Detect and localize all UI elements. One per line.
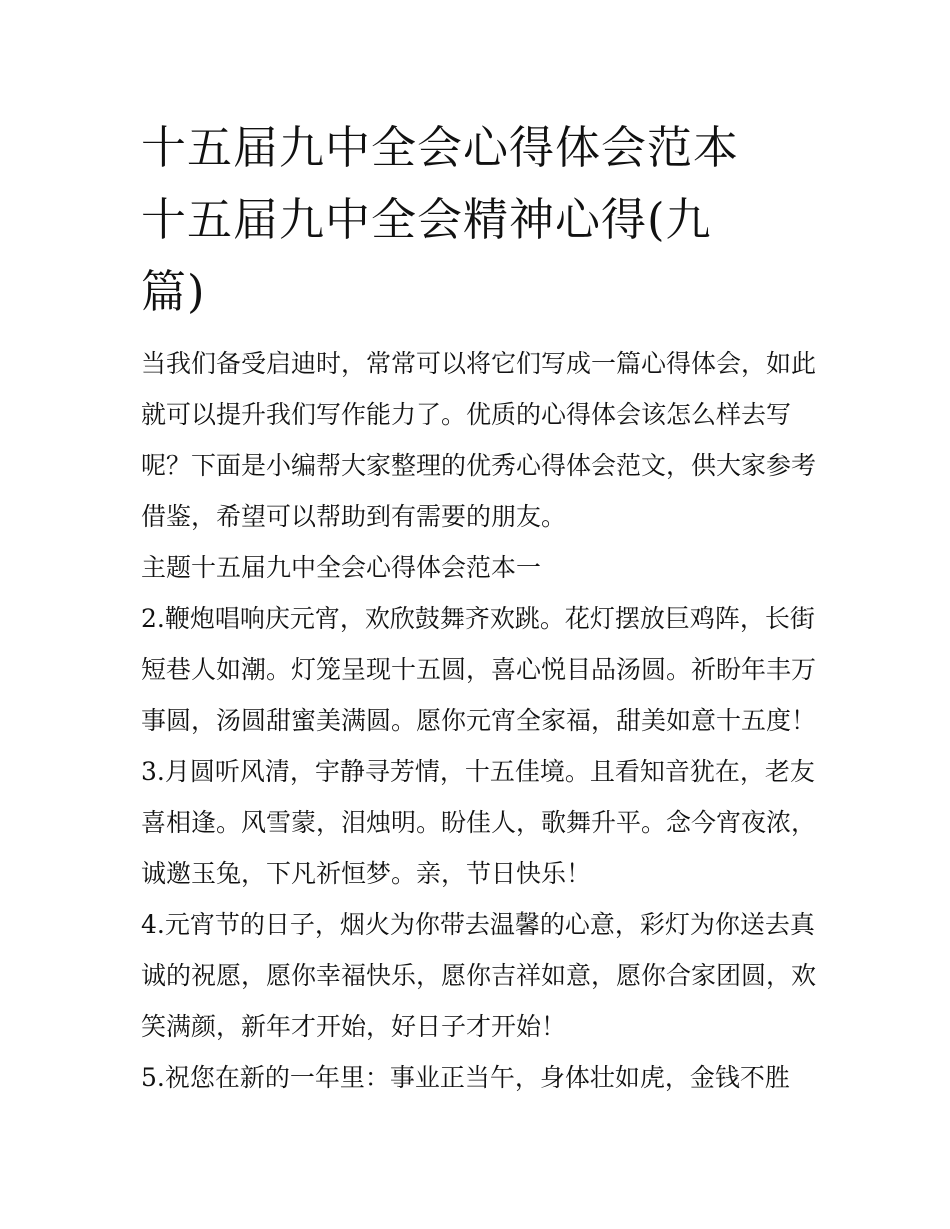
text-line: 诚的祝愿，愿你幸福快乐，愿你吉祥如意，愿你合家团圆，欢	[141, 961, 817, 990]
text-line: 笑满颜，新年才开始，好日子才开始！	[141, 1012, 567, 1041]
text-line: 借鉴，希望可以帮助到有需要的朋友。	[141, 502, 567, 531]
title-line: 篇)	[141, 265, 206, 318]
list-item-5	[141, 1052, 821, 1103]
text-line: 事圆，汤圆甜蜜美满圆。愿你元宵全家福，甜美如意十五度！	[141, 706, 817, 735]
text-line: 4.元宵节的日子，烟火为你带去温馨的心意，彩灯为你送去真	[141, 910, 815, 939]
text-line: 当我们备受启迪时，常常可以将它们写成一篇心得体会，如此	[141, 349, 817, 378]
text-line: 3.月圆听风清，宇静寻芳情，十五佳境。且看知音犹在，老友	[141, 757, 815, 786]
list-item-3	[141, 746, 821, 899]
text-line: 喜相逢。风雪蒙，泪烛明。盼佳人，歌舞升平。念今宵夜浓，	[141, 808, 817, 837]
document-title	[141, 112, 821, 328]
list-item-4	[141, 899, 821, 1052]
text-line: 就可以提升我们写作能力了。优质的心得体会该怎么样去写	[141, 400, 792, 429]
intro-paragraph	[141, 338, 821, 542]
list-item-2	[141, 593, 821, 746]
text-line: 2.鞭炮唱响庆元宵，欢欣鼓舞齐欢跳。花灯摆放巨鸡阵，长街	[141, 604, 815, 633]
title-line: 十五届九中全会精神心得(九	[141, 193, 712, 246]
text-line: 短巷人如潮。灯笼呈现十五圆，喜心悦目品汤圆。祈盼年丰万	[141, 655, 817, 684]
text-line: 呢？下面是小编帮大家整理的优秀心得体会范文，供大家参考	[141, 451, 817, 480]
document-body	[141, 338, 821, 1103]
document-page	[141, 112, 821, 1103]
text-line: 主题十五届九中全会心得体会范本一	[141, 553, 542, 582]
title-line: 十五届九中全会心得体会范本	[141, 121, 740, 174]
text-line: 5.祝您在新的一年里：事业正当午，身体壮如虎，金钱不胜	[141, 1063, 790, 1092]
section-heading	[141, 542, 821, 593]
text-line: 诚邀玉兔，下凡祈恒梦。亲，节日快乐！	[141, 859, 592, 888]
